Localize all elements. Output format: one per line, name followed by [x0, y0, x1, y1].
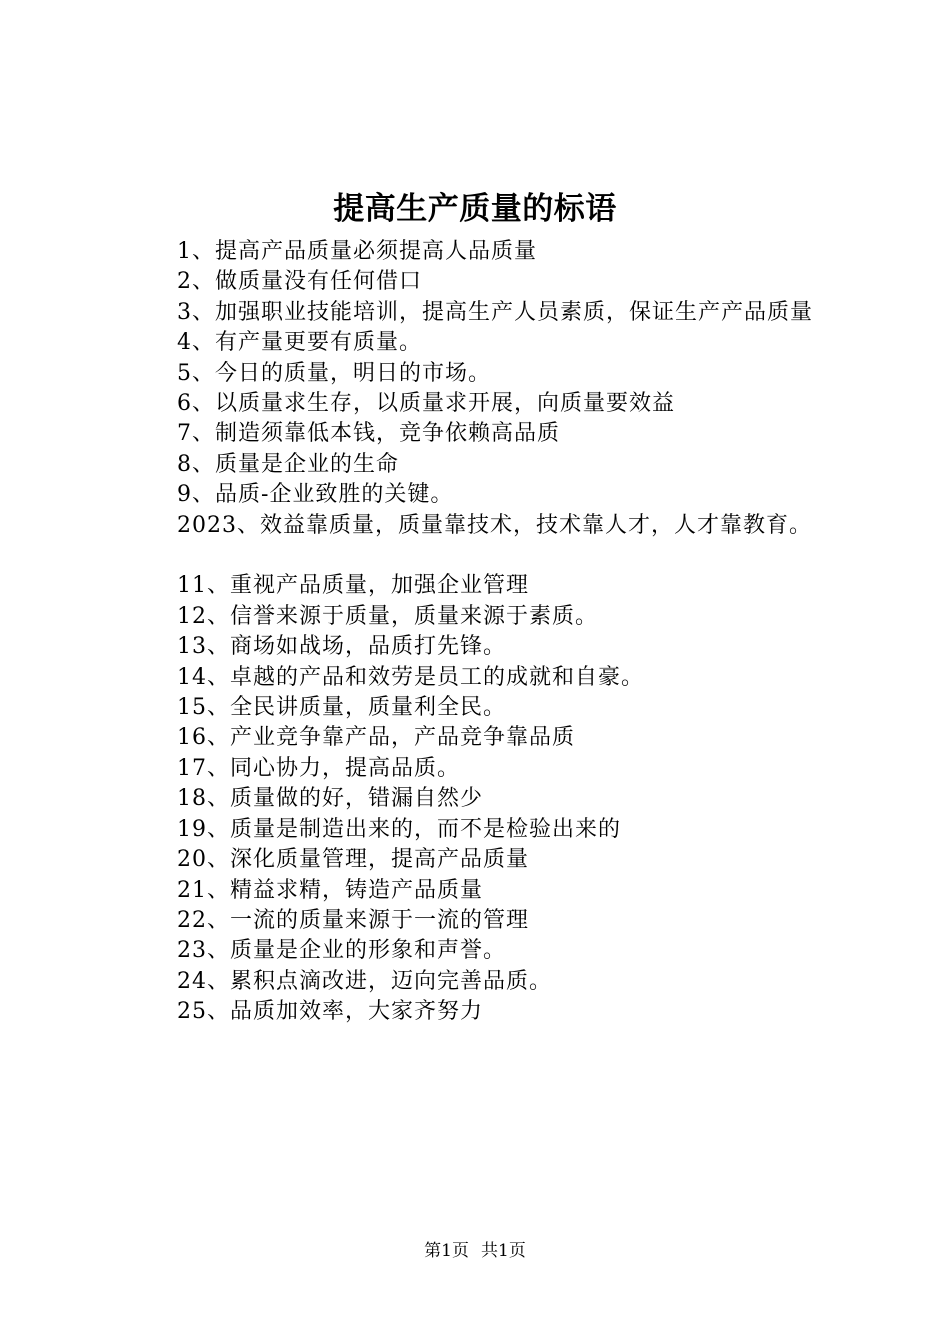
list-item: 6、以质量求生存，以质量求开展，向质量要效益	[177, 391, 675, 417]
list-item: 4、有产量更要有质量。	[177, 330, 422, 356]
page-footer	[0, 1239, 950, 1263]
list-item: 2、做质量没有任何借口	[177, 269, 422, 295]
list-item: 12、信誉来源于质量，质量来源于素质。	[177, 603, 598, 629]
page-total: 共1页	[481, 1241, 526, 1261]
list-item: 16、产业竞争靠产品，产品竞争靠品质	[177, 725, 575, 751]
list-item: 25、品质加效率，大家齐努力	[177, 999, 483, 1025]
slogan-list	[129, 237, 889, 1028]
page-number: 第1页	[424, 1241, 469, 1261]
document-title: 提高生产质量的标语	[333, 191, 617, 227]
blank-line	[129, 541, 889, 571]
list-item: 20、深化质量管理，提高产品质量	[177, 847, 529, 873]
list-item: 2023、效益靠质量，质量靠技术，技术靠人才，人才靠教育。	[177, 512, 812, 538]
list-item: 14、卓越的产品和效劳是员工的成就和自豪。	[177, 664, 644, 690]
list-item: 1、提高产品质量必须提高人品质量	[177, 239, 537, 264]
list-item: 5、今日的质量，明日的市场。	[177, 360, 491, 386]
list-item: 13、商场如战场，品质打先锋。	[177, 634, 506, 660]
list-item: 23、质量是企业的形象和声誉。	[177, 938, 506, 964]
list-item: 3、加强职业技能培训，提高生产人员素质，保证生产产品质量	[177, 299, 813, 325]
list-item: 7、制造须靠低本钱，竞争依赖高品质	[177, 421, 560, 447]
list-item: 24、累积点滴改进，迈向完善品质。	[177, 968, 552, 994]
list-item: 17、同心协力，提高品质。	[177, 755, 460, 781]
list-item: 21、精益求精，铸造产品质量	[177, 877, 483, 903]
list-item: 9、品质-企业致胜的关键。	[177, 482, 454, 508]
list-item: 11、重视产品质量，加强企业管理	[177, 573, 529, 599]
list-item: 8、质量是企业的生命	[177, 451, 399, 477]
list-item: 15、全民讲质量，质量利全民。	[177, 695, 506, 721]
list-item: 22、一流的质量来源于一流的管理	[177, 907, 529, 933]
list-item: 18、质量做的好，错漏自然少	[177, 786, 483, 812]
list-item: 19、质量是制造出来的，而不是检验出来的	[177, 816, 621, 842]
